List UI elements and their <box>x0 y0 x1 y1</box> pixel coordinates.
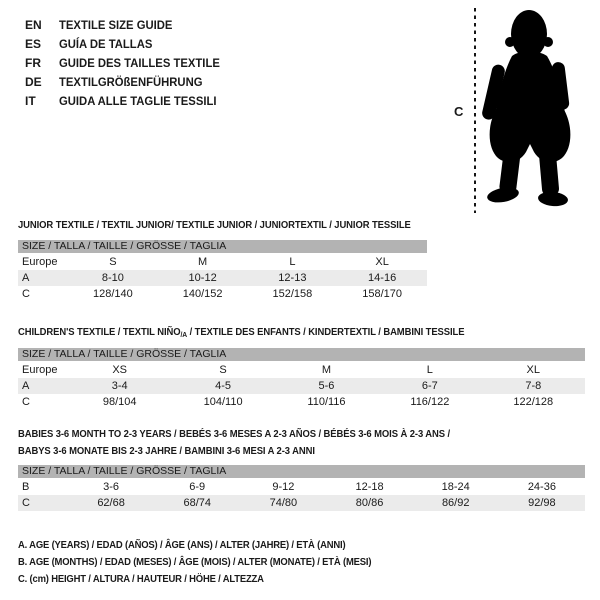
baby-silhouette-icon <box>482 8 594 210</box>
lang-code: DE <box>25 75 42 89</box>
babies-size-table <box>18 465 585 511</box>
junior-section-title: JUNIOR TEXTILE / TEXTIL JUNIOR/ TEXTILE JUNIOR / JUNIORTEXTIL / JUNIOR TESSILE <box>18 219 411 231</box>
table-row <box>18 270 427 286</box>
junior-size-table <box>18 240 427 302</box>
row-label: A <box>18 378 68 394</box>
size-cell: 3-6 <box>103 481 120 493</box>
lang-code: IT <box>25 94 36 108</box>
title-line: BABYS 3-6 MONATE BIS 2-3 JAHRE / BAMBINI 3-6 MESI A 2-3 ANNI <box>18 444 315 457</box>
language-header <box>25 16 230 111</box>
size-header-band: SIZE / TALLA / TAILLE / GRÖSSE / TAGLIA <box>18 240 427 253</box>
title-part: / TEXTILE DES ENFANTS / KINDERTEXTIL / BAMBINI TESSILE <box>187 326 465 338</box>
table-row <box>18 394 585 410</box>
size-cell: 110/116 <box>307 396 346 408</box>
size-cell: 14-16 <box>337 270 427 286</box>
size-cell: 5-6 <box>275 378 378 394</box>
size-header-band: SIZE / TALLA / TAILLE / GRÖSSE / TAGLIA <box>18 348 585 361</box>
size-cell: 140/152 <box>182 288 223 300</box>
row-label: C <box>18 495 68 511</box>
table-row <box>18 495 585 511</box>
lang-row-es <box>25 35 230 54</box>
size-cell: 3-4 <box>68 378 171 394</box>
size-cell: 4-5 <box>171 378 274 394</box>
lang-row-de <box>25 73 230 92</box>
size-cell: L <box>289 256 296 268</box>
row-label: A <box>18 270 68 286</box>
legend-line-a: A. AGE (YEARS) / EDAD (AÑOS) / ÂGE (ANS) / ALTER (JAHRE) / ETÀ (ANNI) <box>18 539 346 551</box>
table-row <box>18 479 585 495</box>
size-cell: 128/140 <box>92 288 133 300</box>
lang-row-en <box>25 16 230 35</box>
lang-code: EN <box>25 18 42 32</box>
legend-line-b: B. AGE (MONTHS) / EDAD (MESES) / ÂGE (MOIS) / ALTER (MONATE) / ETÀ (MESI) <box>18 556 372 568</box>
row-label: B <box>22 481 30 493</box>
size-cell: 86/92 <box>413 495 499 511</box>
size-cell: 158/170 <box>362 288 402 300</box>
size-cell: 10-12 <box>158 270 248 286</box>
table-row <box>18 286 427 302</box>
size-cell: 8-10 <box>68 270 158 286</box>
legend-line-c: C. (cm) HEIGHT / ALTURA / HAUTEUR / HÖHE / ALTEZZA <box>18 573 264 585</box>
children-size-table <box>18 348 585 410</box>
lang-title: GUIDA ALLE TAGLIE TESSILI <box>59 94 217 108</box>
size-cell: 92/98 <box>499 495 585 511</box>
size-cell: 6-9 <box>189 481 206 493</box>
size-cell: 12-13 <box>248 270 338 286</box>
size-cell: M <box>198 256 208 268</box>
title-part: CHILDREN'S TEXTILE / TEXTIL NIÑO <box>18 326 181 338</box>
size-cell: 18-24 <box>441 481 470 493</box>
size-cell: 68/74 <box>154 495 240 511</box>
lang-code: FR <box>25 56 41 70</box>
size-cell: 104/110 <box>203 396 243 408</box>
row-label: C <box>22 288 30 300</box>
babies-section-title <box>18 426 450 459</box>
table-row <box>18 378 585 394</box>
measurement-legend <box>18 537 411 588</box>
title-line: BABIES 3-6 MONTH TO 2-3 YEARS / BEBÉS 3-6 MESES A 2-3 AÑOS / BÉBÉS 3-6 MOIS À 2-3 ANS / <box>18 428 451 440</box>
size-cell: 74/80 <box>240 495 326 511</box>
size-cell: M <box>321 364 332 376</box>
size-cell: XL <box>375 256 389 268</box>
lang-title: TEXTILE SIZE GUIDE <box>59 18 173 32</box>
row-label: C <box>22 396 30 408</box>
figure-height-label: C <box>454 104 464 119</box>
size-cell: S <box>219 364 227 376</box>
size-cell: 80/86 <box>326 495 412 511</box>
height-measure-line <box>474 8 476 213</box>
size-cell: XS <box>112 364 128 376</box>
size-cell: 12-18 <box>355 481 384 493</box>
size-header-band: SIZE / TALLA / TAILLE / GRÖSSE / TAGLIA <box>18 465 585 478</box>
size-cell: 6-7 <box>378 378 481 394</box>
table-row <box>18 254 427 270</box>
size-cell: 98/104 <box>102 396 137 408</box>
size-cell: S <box>109 256 117 268</box>
lang-code: ES <box>25 37 42 51</box>
lang-title: GUIDE DES TAILLES TEXTILE <box>59 56 220 70</box>
lang-title: GUÍA DE TALLAS <box>59 37 153 51</box>
row-label: Europe <box>22 256 58 268</box>
size-cell: 9-12 <box>272 481 295 493</box>
title-part-subscript: /A <box>180 330 188 339</box>
row-label: Europe <box>22 364 58 376</box>
children-section-title <box>18 326 464 339</box>
table-row <box>18 362 585 378</box>
lang-title: TEXTILGRÖßENFÜHRUNG <box>59 75 203 89</box>
lang-row-fr <box>25 54 230 73</box>
lang-row-it <box>25 92 230 111</box>
size-cell: 122/128 <box>513 396 554 408</box>
size-cell: XL <box>526 364 541 376</box>
size-cell: L <box>426 364 433 376</box>
size-cell: 62/68 <box>68 495 154 511</box>
size-cell: 24-36 <box>527 481 556 493</box>
size-cell: 7-8 <box>482 378 585 394</box>
size-cell: 152/158 <box>272 288 313 300</box>
size-cell: 116/122 <box>410 396 450 408</box>
